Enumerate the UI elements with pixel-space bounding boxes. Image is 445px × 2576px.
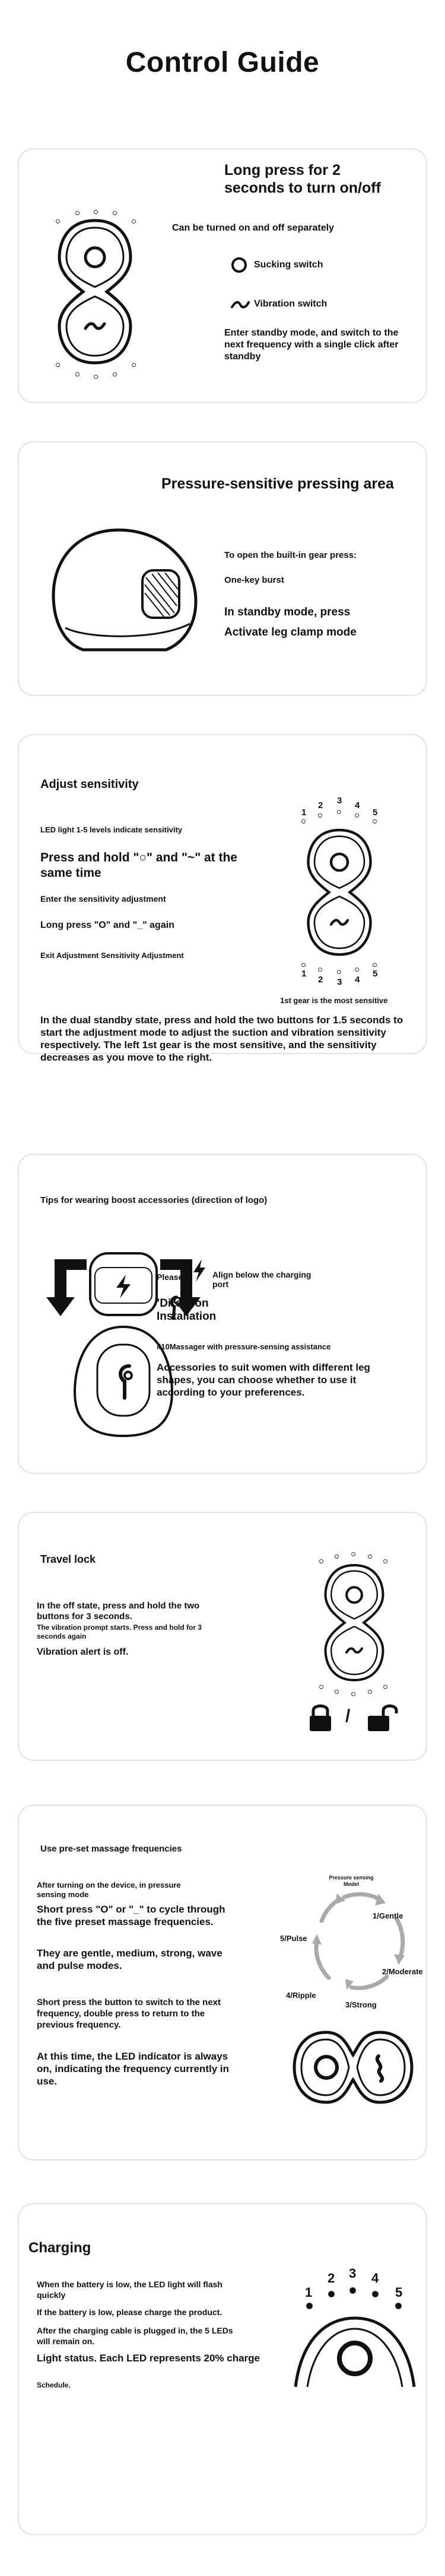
charge-led-dot (306, 2303, 313, 2309)
section5-title: Travel lock (40, 1553, 96, 1565)
section1-standby-text: Enter standby mode, and switch to the next frequency with a single click after standby (224, 328, 399, 362)
charge-level-number: 4 (371, 2271, 379, 2285)
section4-title: Tips for wearing boost accessories (direction of logo) (40, 1195, 268, 1205)
charge-level-number: 3 (349, 2266, 357, 2281)
charging-device-icon (290, 2311, 420, 2388)
charge-led-dot (372, 2291, 379, 2297)
led-dot (94, 375, 98, 379)
section2-line1: To open the built-in gear press: (224, 550, 357, 560)
section2-line3: In standby mode, press (224, 606, 351, 618)
section1-separate-text: Can be turned on and off separately (172, 223, 334, 233)
led-dot (94, 210, 98, 214)
section3-title: Adjust sensitivity (40, 778, 139, 791)
section4-align: Align below the charging port (212, 1270, 312, 1289)
section6-p1: After turning on the device, in pressure sensing mode (37, 1881, 181, 1899)
section7-p2: If the battery is low, please charge the product. (37, 2307, 223, 2317)
section7-p4: Light status. Each LED represents 20% charge (37, 2352, 260, 2364)
mode-moderate-label: 2/Moderate (382, 1967, 423, 1976)
led-dot (301, 819, 306, 823)
charge-led-dot (328, 2291, 335, 2297)
led-dot (113, 211, 117, 215)
section3-enter: Enter the sensitivity adjustment (40, 894, 166, 904)
section7-p1: When the battery is low, the LED light will flash quickly (37, 2280, 223, 2300)
section3-exit: Exit Adjustment Sensitivity Adjustment (40, 951, 184, 960)
led-dot (56, 363, 60, 367)
led-dot (56, 219, 60, 224)
section-travel-lock-card (18, 1512, 427, 1761)
section2-line2: One-key burst (224, 575, 284, 585)
led-dot (337, 810, 341, 814)
section4-please: Please (157, 1272, 183, 1282)
charge-level-number: 2 (328, 2271, 335, 2285)
sensitivity-top-number: 1 (301, 807, 307, 818)
led-dot (373, 819, 377, 823)
section3-paragraph: In the dual standby state, press and hold the two buttons for 1.5 seconds to start the adjustment mode to adjust the suction and vibration sensitivity respectively. The left 1st gear is the most sensitive, and the sensitivity decreases as you move to the right. (40, 1014, 403, 1063)
sensitivity-bottom-number: 5 (373, 969, 378, 979)
led-dot (355, 813, 359, 818)
led-dot (132, 219, 136, 224)
locked-icon (307, 1702, 333, 1732)
section1-title: Long press for 2 seconds to turn on/off (224, 162, 381, 196)
device-horizontal-icon (291, 2029, 415, 2106)
section4-direction: "Direction Installation (154, 1297, 217, 1323)
led-dot (335, 1554, 339, 1559)
mode-pulse-label: 5/Pulse (280, 1934, 307, 1943)
section5-line2: The vibration prompt starts. Press and hold for 3 seconds again (37, 1623, 202, 1640)
charge-led-dot (395, 2303, 402, 2309)
charge-level-number: 5 (395, 2285, 403, 2300)
section-power-card (18, 148, 427, 403)
section-accessories-card (18, 1154, 427, 1474)
led-dot (318, 813, 322, 818)
sensitivity-top-number: 2 (318, 800, 323, 810)
device-figure-eight-icon (47, 215, 142, 369)
section3-long-press: Long press "O" and "_" again (40, 920, 174, 930)
section3-led-text: LED light 1-5 levels indicate sensitivity (40, 825, 183, 834)
led-dot (351, 1552, 355, 1556)
section6-p3: They are gentle, medium, strong, wave and pulse modes. (37, 1948, 223, 1971)
section-frequencies-card (18, 1805, 427, 2160)
section7-p3: After the charging cable is plugged in, the 5 LEDs will remain on. (37, 2326, 233, 2346)
cycle-center-label: Pressure sensing Model (329, 1875, 374, 1887)
device-figure-eight-icon (316, 1560, 393, 1685)
section7-p5: Schedule. (37, 2381, 71, 2389)
section4-accessories: Accessories to suit women with different leg shapes, you can choose whether to use it according to your preferences. (157, 1362, 370, 1398)
charge-level-number: 1 (305, 2285, 313, 2300)
section5-line1: In the off state, press and hold the two buttons for 3 seconds. (37, 1601, 200, 1621)
section-pressure-card (18, 441, 427, 696)
led-dot (75, 372, 80, 376)
lightning-bolt-icon (192, 1259, 206, 1282)
led-dot (351, 1692, 355, 1696)
sucking-switch-label: Sucking switch (254, 260, 323, 270)
led-dot (368, 1690, 372, 1694)
page-title: Control Guide (125, 47, 320, 78)
led-dot (373, 963, 377, 967)
section7-title: Charging (28, 2240, 91, 2256)
charge-led-dot (349, 2287, 356, 2294)
mode-cycle-arrows-icon (309, 1889, 409, 1996)
led-dot (318, 968, 322, 972)
unlocked-icon (365, 1702, 399, 1732)
mode-ripple-label: 4/Ripple (286, 1991, 316, 2000)
mode-strong-label: 3/Strong (345, 2000, 377, 2009)
vibration-switch-label: Vibration switch (254, 299, 328, 309)
sensitivity-top-number: 3 (337, 796, 342, 806)
sensitivity-bottom-number: 3 (337, 977, 342, 987)
led-dot (368, 1554, 372, 1559)
led-dot (301, 963, 306, 967)
led-dot (383, 1685, 387, 1689)
section2-line4: Activate leg clamp mode (224, 626, 357, 639)
section3-press-hold: Press and hold "○" and "~" at the same time (40, 851, 237, 880)
sensitivity-bottom-number: 2 (318, 975, 323, 985)
led-dot (337, 970, 341, 974)
section5-line3: Vibration alert is off. (37, 1647, 129, 1657)
lock-separator: / (345, 1706, 351, 1726)
section2-title: Pressure-sensitive pressing area (161, 475, 394, 492)
mode-gentle-label: 1/Gentle (373, 1911, 403, 1920)
led-dot (132, 363, 136, 367)
device-figure-eight-icon (298, 824, 381, 960)
led-dot (335, 1690, 339, 1694)
sucking-switch-icon (230, 256, 248, 274)
section3-gear-note: 1st gear is the most sensitive (280, 996, 388, 1005)
led-dot (319, 1685, 323, 1689)
sensitivity-bottom-number: 4 (355, 975, 360, 985)
section6-p2: Short press "O" or "_" to cycle through the five preset massage frequencies. (37, 1904, 225, 1927)
section6-p4: Short press the button to switch to the next frequency, double press to return to the previous frequency. (37, 1997, 221, 2030)
section4-massager: #10Massager with pressure-sensing assistance (157, 1342, 331, 1351)
sensitivity-bottom-number: 1 (301, 969, 307, 979)
led-dot (113, 372, 117, 376)
led-dot (75, 211, 80, 215)
sensitivity-top-number: 4 (355, 800, 360, 810)
sensitivity-top-number: 5 (373, 807, 378, 818)
section-charging-card (18, 2203, 427, 2535)
pressure-device-icon (47, 524, 202, 660)
led-dot (355, 968, 359, 972)
vibration-switch-icon (230, 299, 250, 311)
section6-title: Use pre-set massage frequencies (40, 1844, 182, 1854)
section-sensitivity-card (18, 734, 427, 1063)
section6-p5: At this time, the LED indicator is always on, indicating the frequency currently in use. (37, 2051, 229, 2087)
